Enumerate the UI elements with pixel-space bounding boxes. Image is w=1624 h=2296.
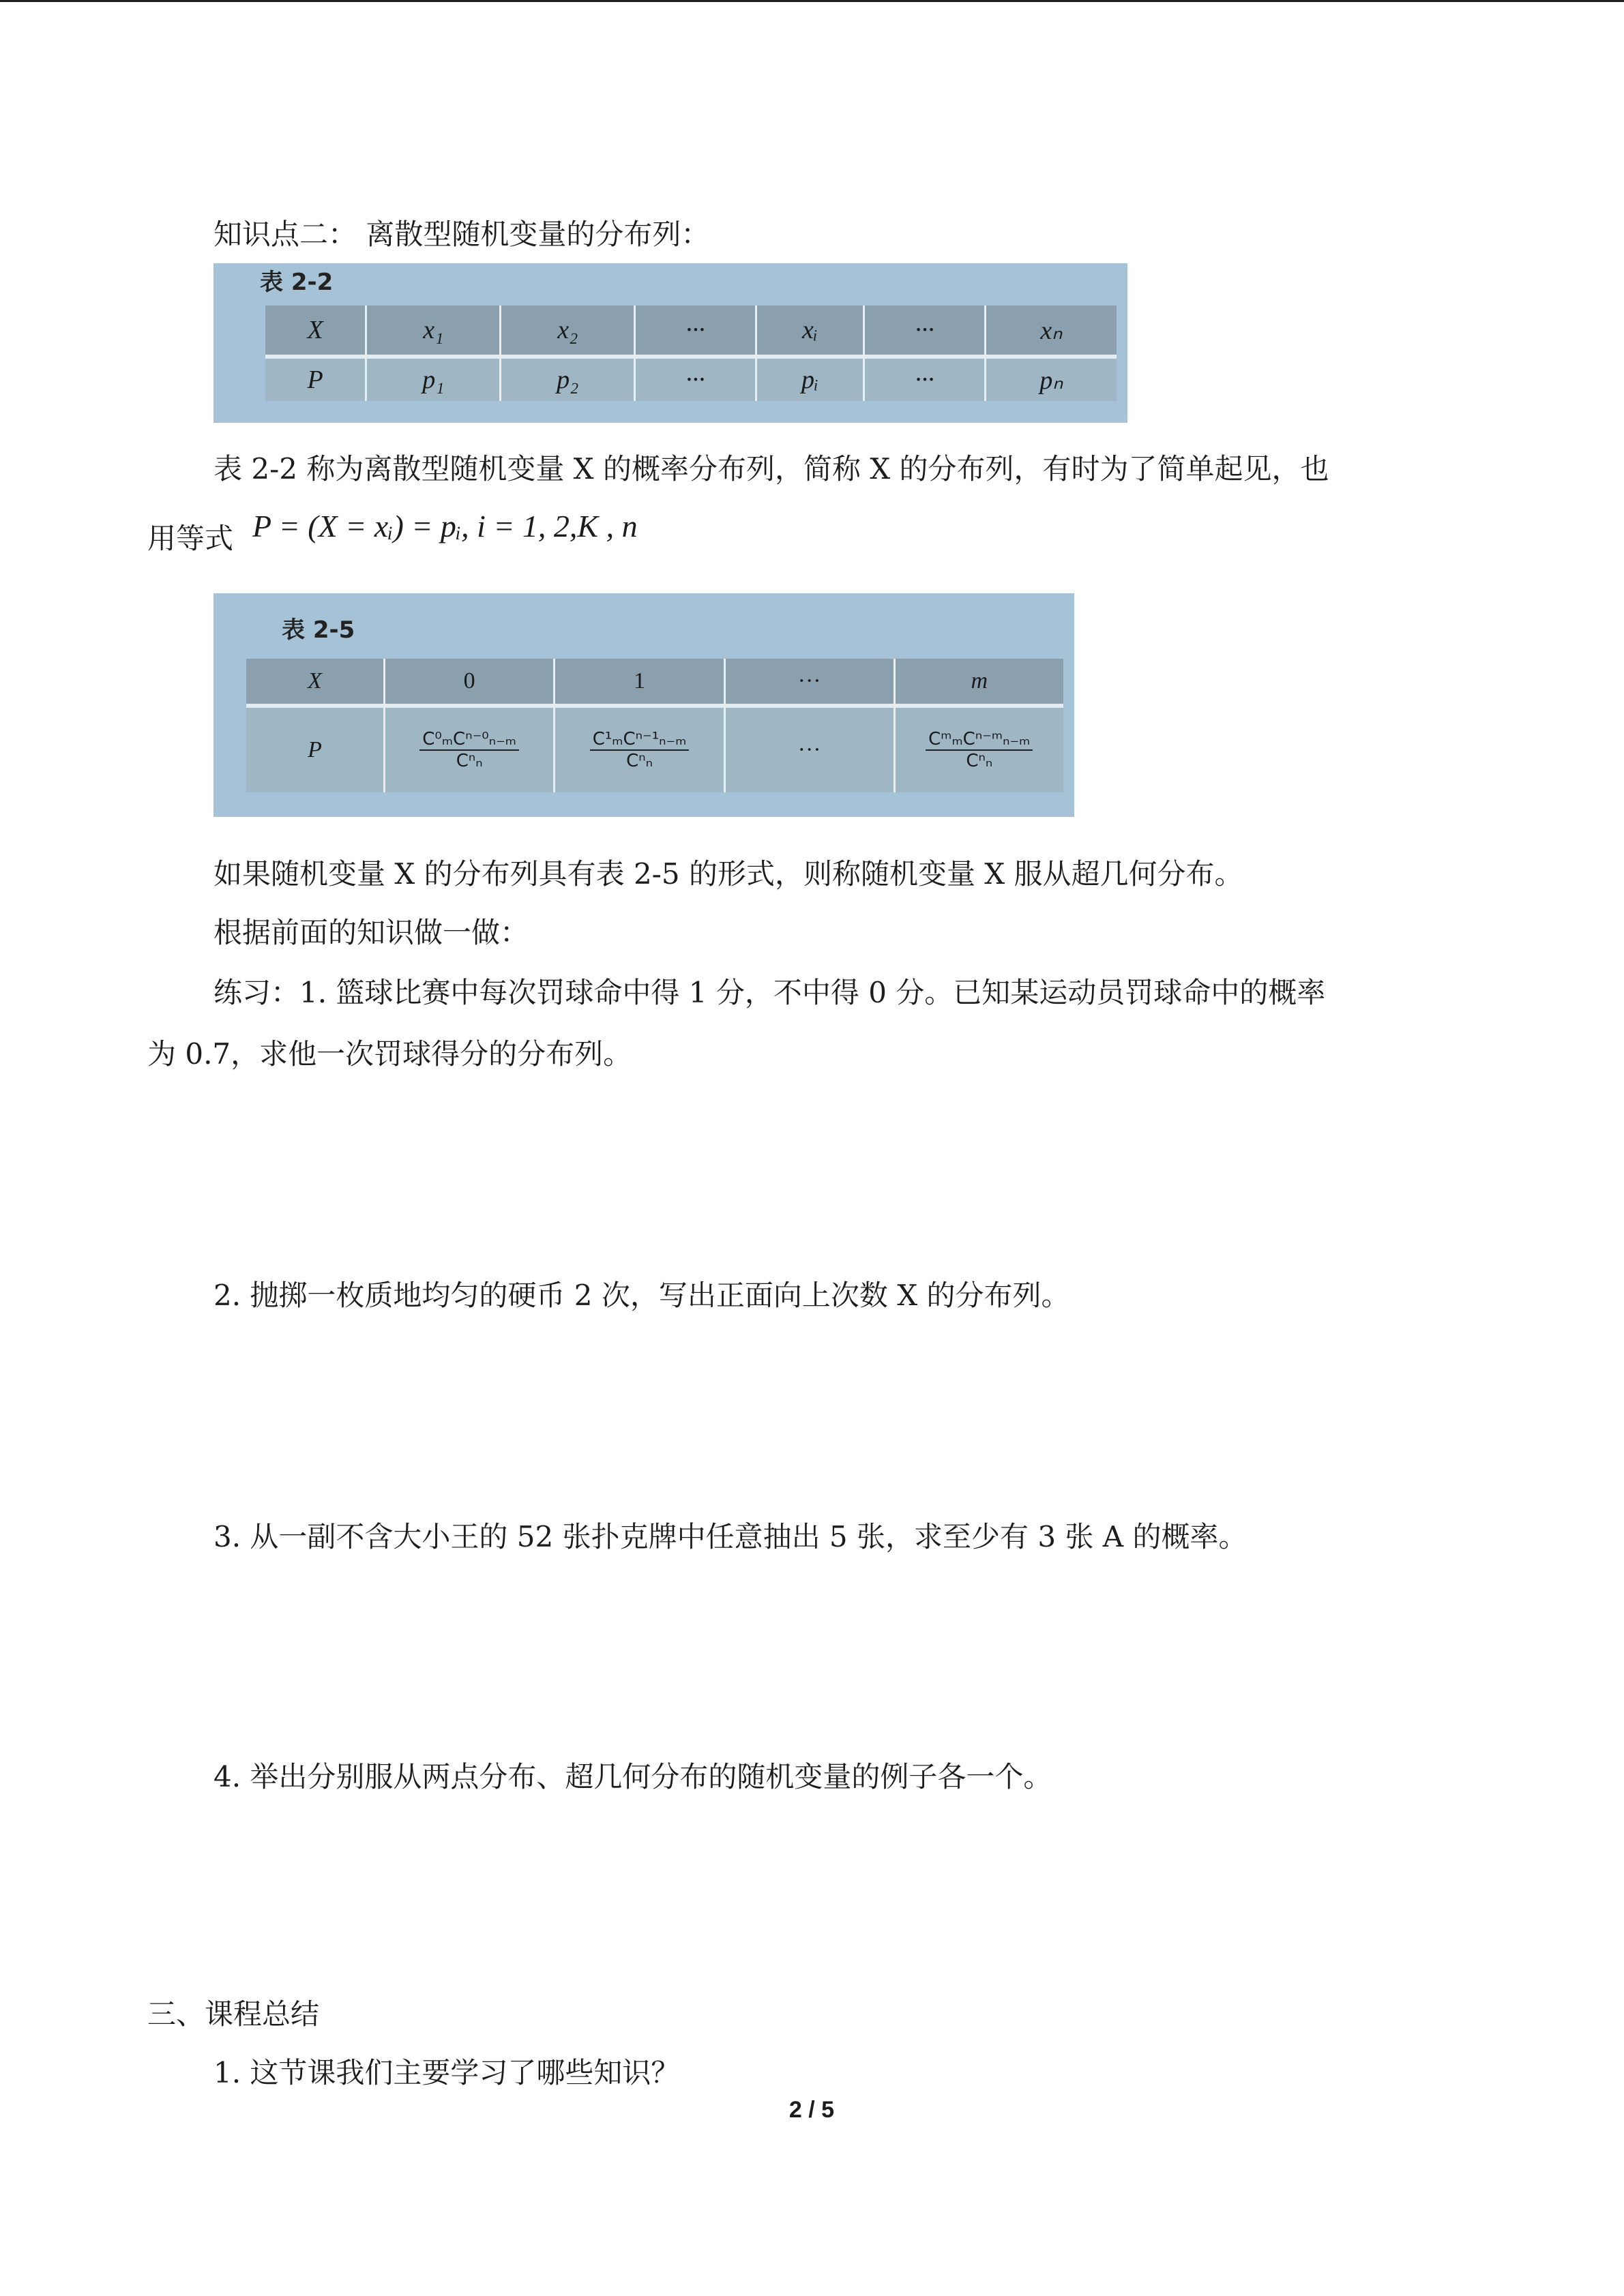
table-cell: x₂ bbox=[501, 305, 636, 355]
fraction-denominator: Cⁿₙ bbox=[626, 751, 653, 771]
exercise-1-line-1: 练习：1. 篮球比赛中每次罚球命中得 1 分，不中得 0 分。已知某运动员罚球命中的概率 bbox=[213, 976, 1326, 1009]
summary-item-1: 1. 这节课我们主要学习了哪些知识？ bbox=[213, 2056, 680, 2089]
hypergeometric-table bbox=[246, 659, 1063, 792]
table-cell: p₂ bbox=[501, 359, 636, 401]
table-caption: 表 2-5 bbox=[282, 616, 355, 644]
exercise-3: 3. 从一副不含大小王的 52 张扑克牌中任意抽出 5 张，求至少有 3 张 A 的概率。 bbox=[213, 1520, 1247, 1553]
table-cell: X bbox=[265, 305, 367, 355]
table-cell: xᵢ bbox=[757, 305, 866, 355]
distribution-table bbox=[265, 305, 1117, 401]
table-cell: x₁ bbox=[367, 305, 501, 355]
table-cell: ··· bbox=[865, 305, 986, 355]
table-cell: pᵢ bbox=[757, 359, 866, 401]
table-2-2-image bbox=[213, 263, 1127, 423]
table-cell: ··· bbox=[726, 708, 896, 792]
table-cell: pₙ bbox=[986, 359, 1117, 401]
paragraph-equation-prefix: 用等式 bbox=[147, 522, 234, 555]
table-cell: P bbox=[246, 708, 385, 792]
fraction bbox=[419, 729, 519, 771]
table-cell: 1 bbox=[555, 659, 725, 704]
fraction-numerator: C⁰ₘCⁿ⁻⁰ₙ₋ₘ bbox=[419, 729, 519, 751]
distribution-formula: P = (X = xᵢ) = pᵢ, i = 1, 2,K , n bbox=[252, 509, 638, 543]
fraction bbox=[926, 729, 1033, 771]
fraction bbox=[590, 729, 690, 771]
paragraph-distribution-definition: 表 2-2 称为离散型随机变量 X 的概率分布列，简称 X 的分布列，有时为了简单起见，也 bbox=[213, 452, 1329, 486]
table-caption: 表 2-2 bbox=[260, 269, 334, 296]
exercise-1-line-2: 为 0.7，求他一次罚球得分的分布列。 bbox=[147, 1037, 632, 1071]
fraction-numerator: C¹ₘCⁿ⁻¹ₙ₋ₘ bbox=[590, 729, 690, 751]
table-cell-fraction bbox=[896, 708, 1064, 792]
paragraph-try-it: 根据前面的知识做一做： bbox=[213, 916, 529, 949]
table-cell: xₙ bbox=[986, 305, 1117, 355]
table-cell: P bbox=[265, 359, 367, 401]
table-cell-fraction bbox=[555, 708, 725, 792]
table-cell: 0 bbox=[385, 659, 555, 704]
table-cell-fraction bbox=[385, 708, 555, 792]
section-heading-summary: 三、课程总结 bbox=[147, 1997, 320, 2031]
table-cell: ··· bbox=[726, 659, 896, 704]
exercise-2: 2. 抛掷一枚质地均匀的硬币 2 次，写出正面向上次数 X 的分布列。 bbox=[213, 1279, 1070, 1312]
section-heading-knowledge-2: 知识点二： 离散型随机变量的分布列： bbox=[213, 218, 710, 251]
table-2-5-image bbox=[213, 593, 1074, 817]
top-border-line bbox=[0, 0, 1624, 2]
page-number: 2 / 5 bbox=[788, 2097, 835, 2123]
table-cell: ··· bbox=[636, 305, 756, 355]
fraction-denominator: Cⁿₙ bbox=[456, 751, 483, 771]
fraction-denominator: Cⁿₙ bbox=[966, 751, 993, 771]
paragraph-hypergeometric-definition: 如果随机变量 X 的分布列具有表 2-5 的形式，则称随机变量 X 服从超几何分布。 bbox=[213, 857, 1243, 891]
exercise-4: 4. 举出分别服从两点分布、超几何分布的随机变量的例子各一个。 bbox=[213, 1760, 1052, 1793]
fraction-numerator: CᵐₘCⁿ⁻ᵐₙ₋ₘ bbox=[926, 729, 1033, 751]
table-cell: ··· bbox=[636, 359, 756, 401]
table-cell: p₁ bbox=[367, 359, 501, 401]
table-cell: m bbox=[896, 659, 1064, 704]
table-cell: X bbox=[246, 659, 385, 704]
table-cell: ··· bbox=[865, 359, 986, 401]
